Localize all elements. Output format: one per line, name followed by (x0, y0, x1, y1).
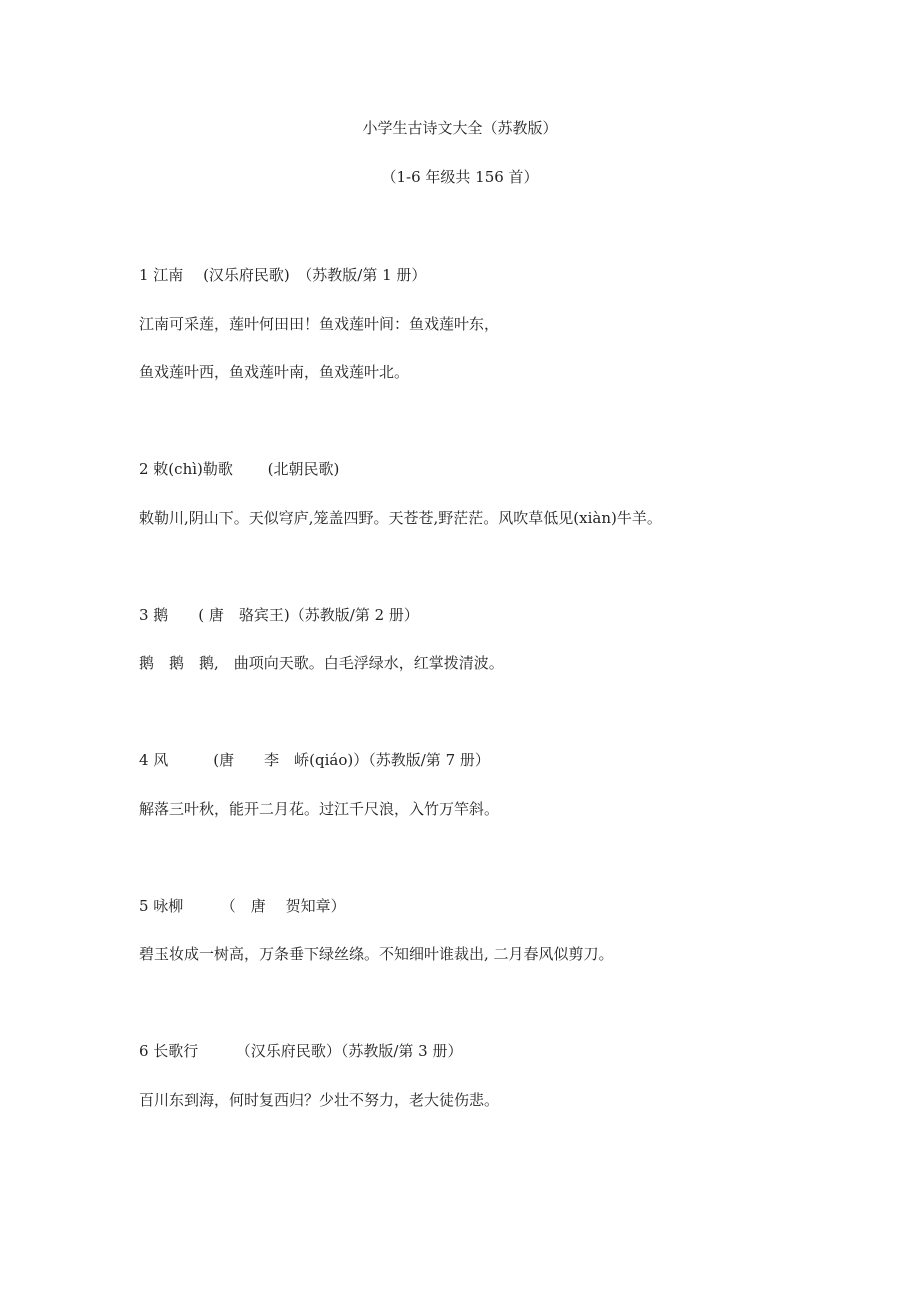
document-title: 小学生古诗文大全（苏教版） (362, 119, 558, 137)
poem-heading: 2 敕(chì)勒歌 (北朝民歌) (139, 460, 340, 478)
document-subtitle: （1-6 年级共 156 首） (381, 168, 539, 186)
poem-line: 敕勒川,阴山下。天似穹庐,笼盖四野。天苍苍,野茫茫。风吹草低见(xiàn)牛羊。 (139, 509, 662, 527)
poem-line: 鹅 鹅 鹅, 曲项向天歌。白毛浮绿水，红掌拨清波。 (139, 654, 504, 672)
poem-line: 解落三叶秋，能开二月花。过江千尺浪，入竹万竿斜。 (139, 800, 500, 818)
poem-heading: 6 长歌行 （汉乐府民歌）（苏教版/第 3 册） (139, 1042, 463, 1060)
poem-heading: 3 鹅 ( 唐 骆宾王)（苏教版/第 2 册） (139, 606, 419, 624)
poem-heading: 4 风 (唐 李 峤(qiáo)）（苏教版/第 7 册） (139, 751, 490, 769)
poem-line: 江南可采莲，莲叶何田田！鱼戏莲叶间：鱼戏莲叶东， (139, 315, 500, 333)
poem-heading: 1 江南 (汉乐府民歌) （苏教版/第 1 册） (139, 266, 427, 284)
poem-line: 碧玉妆成一树高，万条垂下绿丝绦。不知细叶谁裁出, 二月春风似剪刀。 (139, 945, 614, 963)
poem-heading: 5 咏柳 （ 唐 贺知章） (139, 897, 346, 915)
poem-line: 鱼戏莲叶西，鱼戏莲叶南，鱼戏莲叶北。 (139, 363, 410, 381)
poem-line: 百川东到海，何时复西归？少壮不努力，老大徒伤悲。 (139, 1091, 500, 1109)
